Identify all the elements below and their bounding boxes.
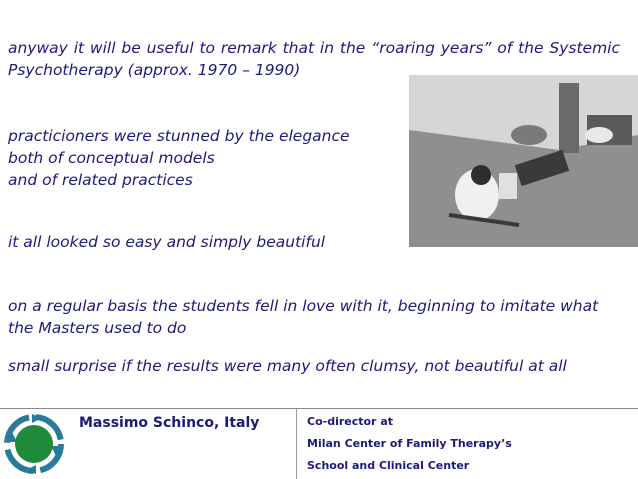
institution-line-2: Milan Center of Family Therapy’s xyxy=(307,437,512,450)
institution-line-1: Co-director at xyxy=(307,415,393,428)
circular-arrows-logo-icon xyxy=(2,412,66,476)
paragraph-roaring-years: anyway it will be useful to remark that in the “roaring years” of the Systemic Psychotherapy (approx. 1970 – 1990) xyxy=(8,39,620,79)
institution-line-3: School and Clinical Center xyxy=(307,459,470,472)
paragraph-students-imitate: on a regular basis the students fell in love with it, beginning to imitate what the Masters used to do xyxy=(8,297,599,337)
paragraph-small-surprise: small surprise if the results were many often clumsy, not beautiful at all xyxy=(8,357,567,375)
author-name: Massimo Schinco, Italy xyxy=(79,415,260,431)
therapy-session-photo xyxy=(409,75,638,247)
paragraph-practitioners: practicioners were stunned by the elegance both of conceptual models and of related practices xyxy=(8,127,350,189)
footer-separator xyxy=(0,408,638,409)
paragraph-easy-beautiful: it all looked so easy and simply beautiful xyxy=(8,233,326,251)
footer-column-divider xyxy=(296,409,297,479)
